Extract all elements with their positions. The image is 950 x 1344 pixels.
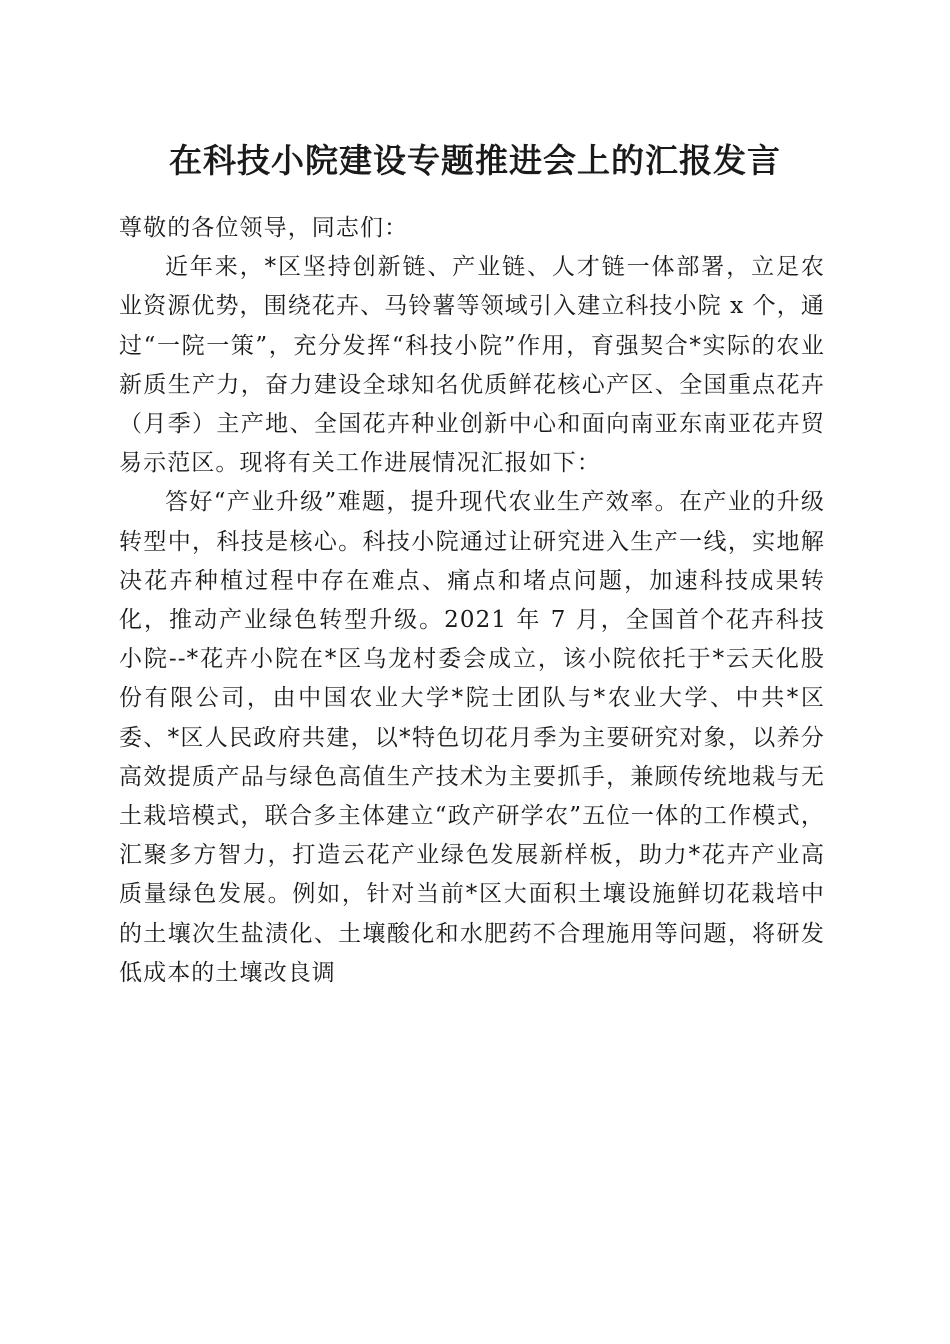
paragraph-intro: 近年来，*区坚持创新链、产业链、人才链一体部署，立足农业资源优势，围绕花卉、马铃薯等领域引入建立科技小院 x 个，通过“一院一策”，充分发挥“科技小院”作用，育强契合*实际的农业新质生产力，奋力建设全球知名优质鲜花核心产区、全国重点花卉（月季）主产地、全国花卉种业创新中心和面向南亚东南亚花卉贸易示范区。现将有关工作进展情况汇报如下： <box>119 254 825 477</box>
document-title: 在科技小院建设专题推进会上的汇报发言 <box>169 141 781 180</box>
salutation: 尊敬的各位领导，同志们： <box>119 215 409 241</box>
paragraph-industry-upgrade: 答好“产业升级”难题，提升现代农业生产效率。在产业的升级转型中，科技是核心。科技小院通过让研究进入生产一线，实地解决花卉种植过程中存在难点、痛点和堵点问题，加速科技成果转化，推动产业绿色转型升级。2021 年 7 月，全国首个花卉科技小院--*花卉小院在*区乌龙村委会成立，该小院依托于*云天化股份有限公司，由中国农业大学*院士团队与*农业大学、中共*区委、*区人民政府共建，以*特色切花月季为主要研究对象，以养分高效提质产品与绿色高值生产技术为主要抓手，兼顾传统地栽与无土栽培模式，联合多主体建立“政产研学农”五位一体的工作模式，汇聚多方智力，打造云花产业绿色发展新样板，助力*花卉产业高质量绿色发展。例如，针对当前*区大面积土壤设施鲜切花栽培中的土壤次生盐渍化、土壤酸化和水肥药不合理施用等问题，将研发低成本的土壤改良调 <box>119 489 825 986</box>
document-body <box>119 209 825 993</box>
